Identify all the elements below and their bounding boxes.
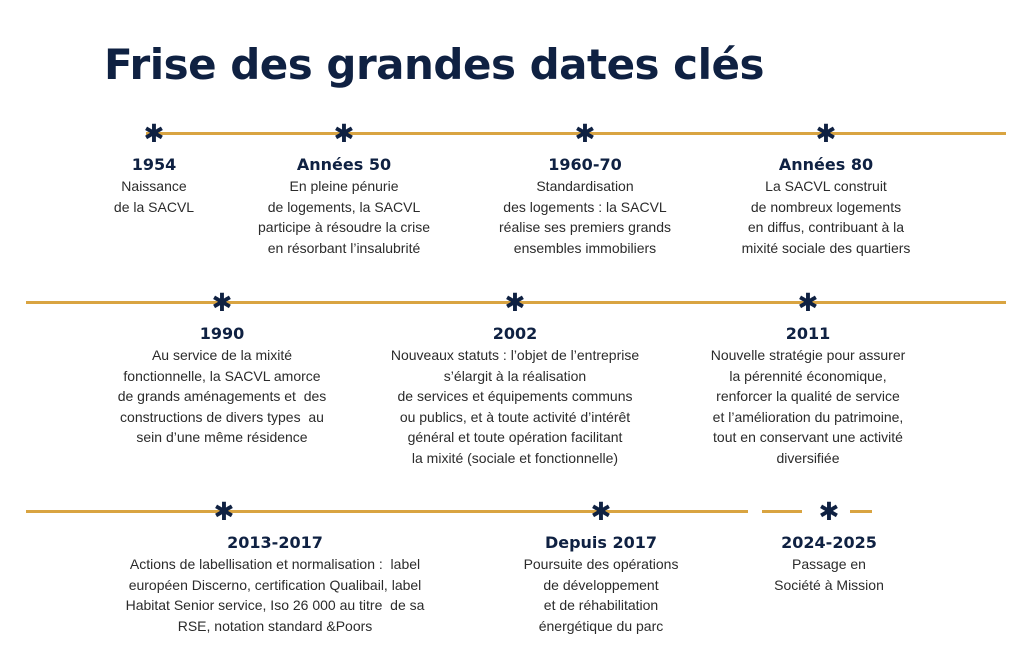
timeline-line	[762, 510, 802, 513]
asterisk-icon: ✱	[818, 497, 840, 526]
timeline-event	[774, 533, 884, 595]
timeline-line	[850, 510, 872, 513]
asterisk-icon: ✱	[797, 288, 819, 317]
event-year: Depuis 2017	[544, 533, 658, 552]
asterisk-icon: ✱	[815, 119, 837, 148]
timeline-line	[26, 510, 748, 513]
event-description: La SACVL construit de nombreux logements en diffus, contribuant à la mixité sociale des quartiers	[741, 178, 911, 256]
timeline-event	[742, 155, 911, 258]
event-year: 2002	[492, 324, 538, 343]
event-description: Standardisation des logements : la SACVL réalise ses premiers grands ensembles immobiliers	[499, 178, 671, 256]
event-year: 1960-70	[548, 155, 622, 174]
asterisk-icon: ✱	[143, 119, 165, 148]
timeline-event	[114, 155, 194, 217]
event-year: 1990	[199, 324, 245, 343]
asterisk-icon: ✱	[574, 119, 596, 148]
timeline-event	[391, 324, 639, 468]
event-year: 2024-2025	[781, 533, 877, 552]
timeline-event	[499, 155, 671, 258]
event-description: Nouveaux statuts : l’objet de l’entreprise s’élargit à la réalisation de services et équipements communs ou publics, et à toute activité d’intérêt général et toute opération facilitant la mixité (sociale et fonctionnelle)	[390, 347, 640, 466]
event-description: Passage en Société à Mission	[774, 556, 884, 593]
asterisk-icon: ✱	[213, 497, 235, 526]
event-description: Nouvelle stratégie pour assurer la pérennité économique, renforcer la qualité de service et l’amélioration du patrimoine, tout en conservant une activité diversifiée	[710, 347, 906, 466]
event-year: 1954	[131, 155, 177, 174]
event-year: Années 50	[296, 155, 392, 174]
event-year: Années 80	[778, 155, 874, 174]
timeline-event	[126, 533, 425, 636]
timeline-event	[118, 324, 327, 448]
event-description: Actions de labellisation et normalisation : label européen Discerno, certification Qualibail, label Habitat Senior service, Iso 26 000 au titre de sa RSE, notation standard &Poors	[125, 556, 425, 634]
timeline-event	[258, 155, 430, 258]
event-description: Au service de la mixité fonctionnelle, la SACVL amorce de grands aménagements et des constructions de divers types au sein d’une même résidence	[117, 347, 327, 445]
asterisk-icon: ✱	[333, 119, 355, 148]
event-year: 2013-2017	[227, 533, 323, 552]
event-description: Poursuite des opérations de développement et de réhabilitation énergétique du parc	[523, 556, 679, 634]
asterisk-icon: ✱	[590, 497, 612, 526]
event-description: Naissance de la SACVL	[113, 178, 195, 215]
asterisk-icon: ✱	[211, 288, 233, 317]
timeline-event	[711, 324, 906, 468]
asterisk-icon: ✱	[504, 288, 526, 317]
event-description: En pleine pénurie de logements, la SACVL participe à résoudre la crise en résorbant l’insalubrité	[258, 178, 430, 256]
event-year: 2011	[785, 324, 831, 343]
page-title: Frise des grandes dates clés	[104, 40, 764, 89]
timeline-event	[524, 533, 679, 636]
